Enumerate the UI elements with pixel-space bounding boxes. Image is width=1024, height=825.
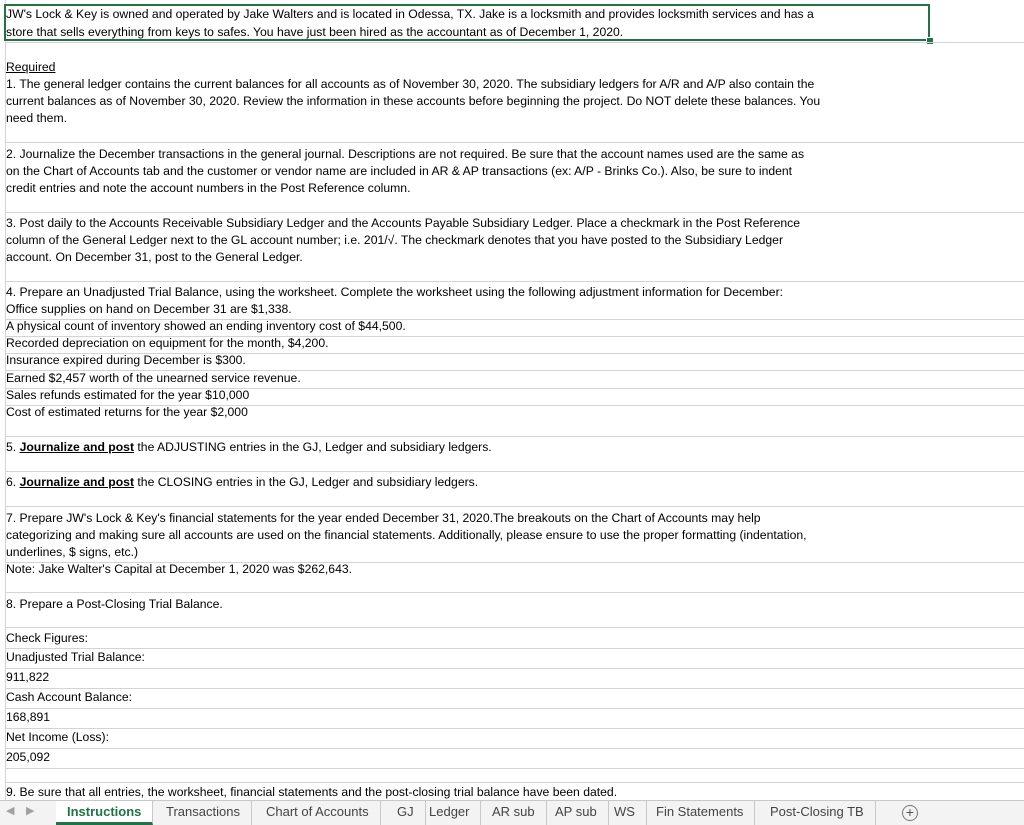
row-gridline — [5, 142, 1024, 143]
cell-p1-line-3[interactable]: need them. — [6, 111, 67, 125]
cell-ni-value[interactable]: 205,092 — [6, 750, 51, 764]
triangle-left-icon[interactable]: ◀ — [6, 805, 15, 817]
tab-fin-statements[interactable]: Fin Statements — [645, 801, 755, 825]
cell-intro-line-1[interactable]: JW's Lock & Key is owned and operated by Jake Walters and is located in Odessa, TX. Jake is a locksmith and provides locksmith services and has a — [6, 7, 814, 21]
tab-gj[interactable]: GJ — [386, 801, 426, 825]
cell-p7-note[interactable]: Note: Jake Walter's Capital at December 1, 2020 was $262,643. — [6, 562, 353, 576]
cell-p7-line-2[interactable]: categorizing and making sure all accounts are used on the financial statements. Additionally, please ensure to use the proper formatting (indentation, — [6, 528, 807, 542]
tab-ledger[interactable]: Ledger — [418, 801, 481, 825]
tab-post-closing-tb[interactable]: Post-Closing TB — [759, 801, 876, 825]
row-gridline — [5, 708, 1024, 709]
cell-p4-depreciation[interactable]: Recorded depreciation on equipment for the month, $4,200. — [6, 336, 329, 350]
cell-p4-returns[interactable]: Cost of estimated returns for the year $2,000 — [6, 405, 248, 419]
cell-p2-line-2[interactable]: on the Chart of Accounts tab and the customer or vendor name are included in AR & AP transactions (ex: A/P - Brinks Co.). Also, be sure to indent — [6, 164, 793, 178]
row-gridline — [5, 648, 1024, 649]
triangle-right-icon[interactable]: ▶ — [26, 805, 35, 817]
cell-p4-insurance[interactable]: Insurance expired during December is $300. — [6, 353, 246, 367]
p6-text: the CLOSING entries in the GJ, Ledger and subsidiary ledgers. — [134, 475, 479, 489]
row-gridline — [5, 782, 1024, 783]
cell-p4-refunds[interactable]: Sales refunds estimated for the year $10,000 — [6, 388, 250, 402]
row-gridline — [5, 627, 1024, 628]
cell-check-figures[interactable]: Check Figures: — [6, 631, 88, 645]
row-gridline — [5, 728, 1024, 729]
cell-p1-line-2[interactable]: current balances as of November 30, 2020. Review the information in these accounts before beginning the project. Do NOT delete these balances. You — [6, 94, 821, 108]
cell-p2-line-1[interactable]: 2. Journalize the December transactions in the general journal. Descriptions are not required. Be sure that the account names used are the same as — [6, 147, 805, 161]
cell-p8[interactable]: 8. Prepare a Post-Closing Trial Balance. — [6, 597, 223, 611]
sheet-tab-bar — [0, 800, 1024, 825]
row-gridline — [5, 506, 1024, 507]
cell-cash-value[interactable]: 168,891 — [6, 710, 51, 724]
cell-p4-supplies[interactable]: Office supplies on hand on December 31 are $1,338. — [6, 302, 292, 316]
row-gridline — [5, 592, 1024, 593]
row-gridline — [5, 212, 1024, 213]
row-gridline — [5, 668, 1024, 669]
cell-p9[interactable]: 9. Be sure that all entries, the worksheet, financial statements and the post-closing trial balance have been dated. — [6, 785, 618, 799]
fill-handle[interactable] — [926, 37, 934, 45]
cell-cash-label[interactable]: Cash Account Balance: — [6, 690, 133, 704]
row-gridline — [5, 748, 1024, 749]
row-gridline — [5, 471, 1024, 472]
cell-ni-label[interactable]: Net Income (Loss): — [6, 730, 109, 744]
row-gridline — [5, 768, 1024, 769]
p5-emphasis: Journalize and post — [19, 440, 135, 454]
cell-p4-line-1[interactable]: 4. Prepare an Unadjusted Trial Balance, using the worksheet. Complete the worksheet using the following adjustment information for December: — [6, 285, 784, 299]
p5-text: the ADJUSTING entries in the GJ, Ledger and subsidiary ledgers. — [134, 440, 492, 454]
tab-ar-sub[interactable]: AR sub — [481, 801, 547, 825]
cell-p3-line-1[interactable]: 3. Post daily to the Accounts Receivable Subsidiary Ledger and the Accounts Payable Subsidiary Ledger. Place a checkmark in the Post Reference — [6, 216, 801, 230]
p6-emphasis: Journalize and post — [19, 475, 135, 489]
cell-required[interactable]: Required — [6, 60, 56, 74]
row-gridline — [5, 688, 1024, 689]
cell-p6[interactable] — [6, 474, 478, 491]
tab-transactions[interactable]: Transactions — [155, 801, 252, 825]
tab-instructions[interactable]: Instructions — [56, 801, 153, 825]
cell-p2-line-3[interactable]: credit entries and note the account numbers in the Post Reference column. — [6, 181, 411, 195]
cell-p4-inventory[interactable]: A physical count of inventory showed an ending inventory cost of $44,500. — [6, 319, 406, 333]
cell-p3-line-2[interactable]: column of the General Ledger next to the GL account number; i.e. 201/√. The checkmark denotes that you have posted to the Subsidiary Ledger — [6, 233, 784, 247]
row-gridline — [5, 436, 1024, 437]
cell-utb-value[interactable]: 911,822 — [6, 670, 50, 684]
cell-p5[interactable] — [6, 439, 492, 456]
p5-number: 5. — [6, 440, 20, 454]
tab-ap-sub[interactable]: AP sub — [544, 801, 609, 825]
cell-p1-line-1[interactable]: 1. The general ledger contains the current balances for all accounts as of November 30, 2020. The subsidiary ledgers for A/R and A/P also contain the — [6, 77, 815, 91]
tab-chart-of-accounts[interactable]: Chart of Accounts — [255, 801, 381, 825]
cell-intro-line-2[interactable]: store that sells everything from keys to safes. You have just been hired as the accountant as of December 1, 2020. — [6, 25, 624, 39]
row-gridline — [5, 42, 1024, 43]
tab-ws[interactable]: WS — [603, 801, 647, 825]
cell-p7-line-1[interactable]: 7. Prepare JW's Lock & Key's financial statements for the year ended December 31, 2020.The breakouts on the Chart of Accounts may help — [6, 511, 761, 525]
cell-p4-unearned[interactable]: Earned $2,457 worth of the unearned service revenue. — [6, 371, 301, 385]
p6-number: 6. — [6, 475, 20, 489]
selected-cell-border — [4, 4, 930, 41]
row-gridline — [5, 281, 1024, 282]
cell-p3-line-3[interactable]: account. On December 31, post to the General Ledger. — [6, 250, 303, 264]
plus-circle-icon[interactable]: + — [902, 805, 918, 821]
cell-utb-label[interactable]: Unadjusted Trial Balance: — [6, 650, 145, 664]
cell-p7-line-3[interactable]: underlines, $ signs, etc.) — [6, 545, 139, 559]
